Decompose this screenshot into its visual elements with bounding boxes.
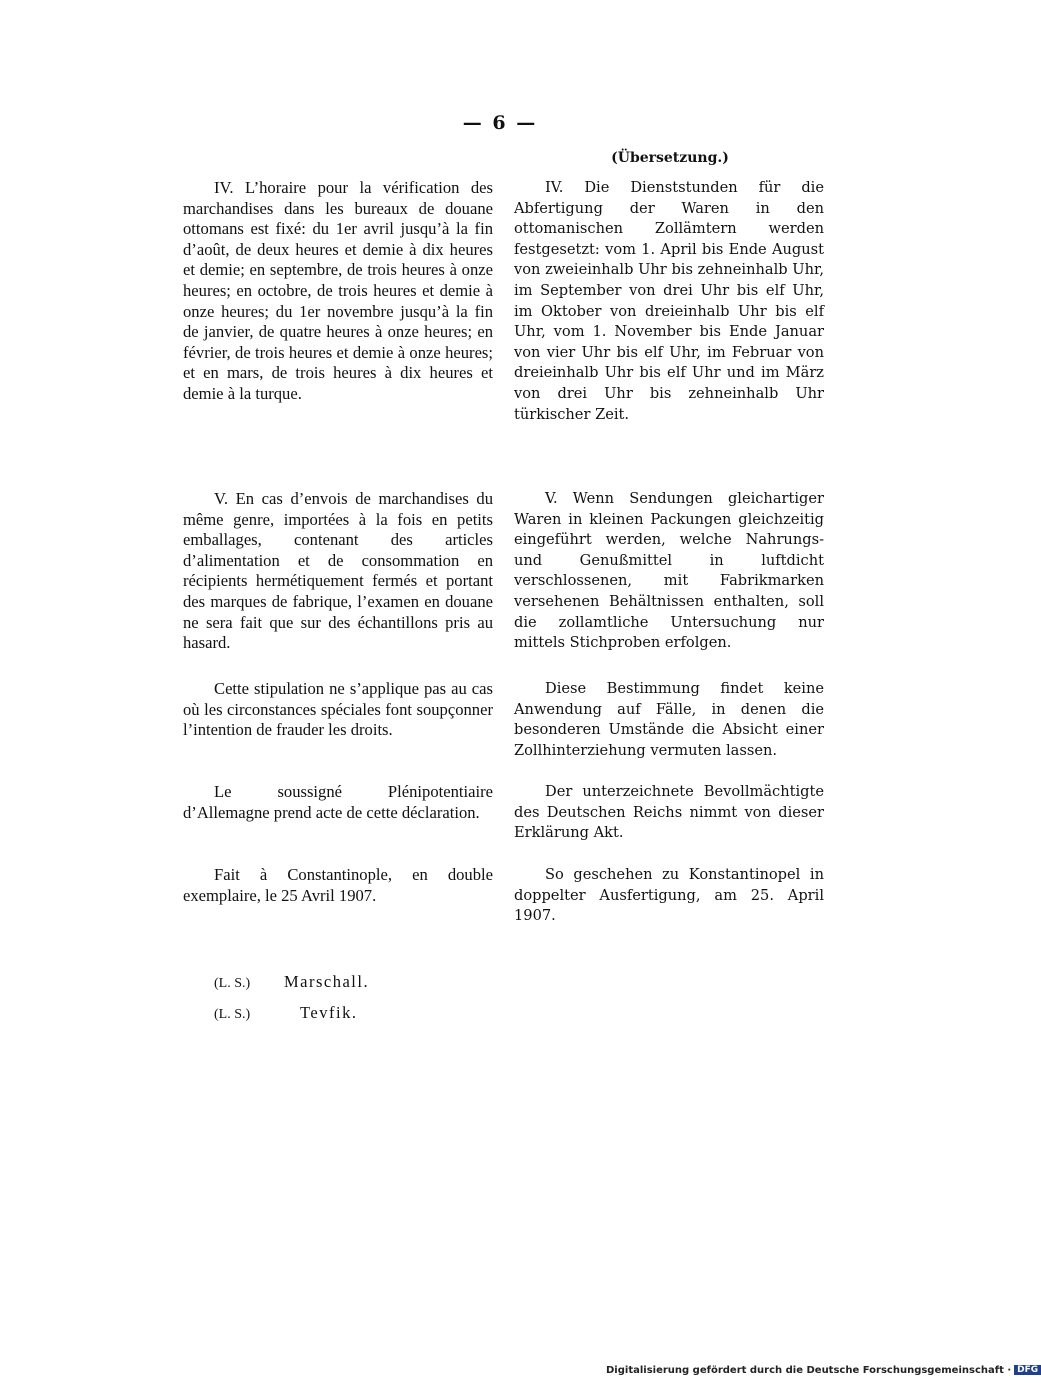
french-paragraph-stipulation: Cette stipulation ne s’applique pas au cas où les circonstances spéciales font soupçonner l’intention de frauder les droits. [183,679,493,740]
german-paragraph-bestimmung: Diese Bestimmung findet keine Anwendung auf Fälle, in denen die besonderen Umstände die Absicht einer Zollhinterziehung vermuten lassen. [514,680,824,759]
seal-label: (L. S.) [214,976,251,991]
german-paragraph-unterzeichnete: Der unterzeichnete Bevollmächtigte des Deutschen Reichs nimmt von dieser Erklärung Akt. [514,783,824,842]
signature-tevfik [214,1003,357,1023]
signatory-name: Tevfik. [300,1003,358,1022]
german-paragraph-geschehen: So geschehen zu Konstantinopel in doppelter Ausfertigung, am 25. April 1907. [514,866,824,925]
signatory-name: Marschall. [284,972,370,991]
page-number: — 6 — [462,112,538,134]
french-paragraph-soussigne: Le soussigné Plénipotentiaire d’Allemagne prend acte de cette déclaration. [183,782,493,822]
french-paragraph-iv: IV. L’horaire pour la vérification des marchandises dans les bureaux de douane ottomans est fixé: du 1er avril jusqu’à la fin d’août, de deux heures et demie à dix heures et demie; en septembre, de trois heures à onze heures; en octobre, de trois heures et demie à onze heures; du 1er novembre jusqu’à la fin de janvier, de quatre heures à onze heures; en février, de trois heures et demie à onze heures; et en mars, de trois heures à dix heures et demie à la turque. [183,178,493,403]
seal-label: (L. S.) [214,1007,251,1022]
german-paragraph-v: V. Wenn Sendungen gleichartiger Waren in kleinen Packungen gleichzeitig eingeführt werden, welche Nahrungs- und Genußmittel in luftdicht verschlossenen, mit Fabrikmarken versehenen Behältnissen enthalten, soll die zollamtliche Untersuchung nur mittels Stichproben erfolgen. [514,490,824,652]
footer-text: Digitalisierung gefördert durch die Deutsche Forschungsgemeinschaft · [606,1365,1012,1376]
french-paragraph-fait: Fait à Constantinople, en double exemplaire, le 25 Avril 1907. [183,865,493,905]
signature-marschall [214,972,369,992]
french-paragraph-v: V. En cas d’envois de marchandises du même genre, importées à la fois en petits emballages, contenant des articles d’alimentation et de consommation en récipients hermétiquement fermés et portant des marques de fabrique, l’examen en douane ne sera fait que sur des échantillons pris au hasard. [183,489,493,653]
translation-label: (Übersetzung.) [611,150,729,166]
footer-credit [606,1365,1041,1376]
german-paragraph-iv: IV. Die Dienststunden für die Abfertigung der Waren in den ottomanischen Zollämtern werden festgesetzt: vom 1. April bis Ende August von zweieinhalb Uhr bis zehneinhalb Uhr, im September von drei Uhr bis elf Uhr, im Oktober von dreieinhalb Uhr bis elf Uhr, vom 1. November bis Ende Januar von vier Uhr bis elf Uhr, im Februar von dreieinhalb Uhr bis elf Uhr und im März von drei Uhr bis zehneinhalb Uhr türkischer Zeit. [514,179,824,423]
dfg-logo: DFG [1014,1365,1041,1375]
